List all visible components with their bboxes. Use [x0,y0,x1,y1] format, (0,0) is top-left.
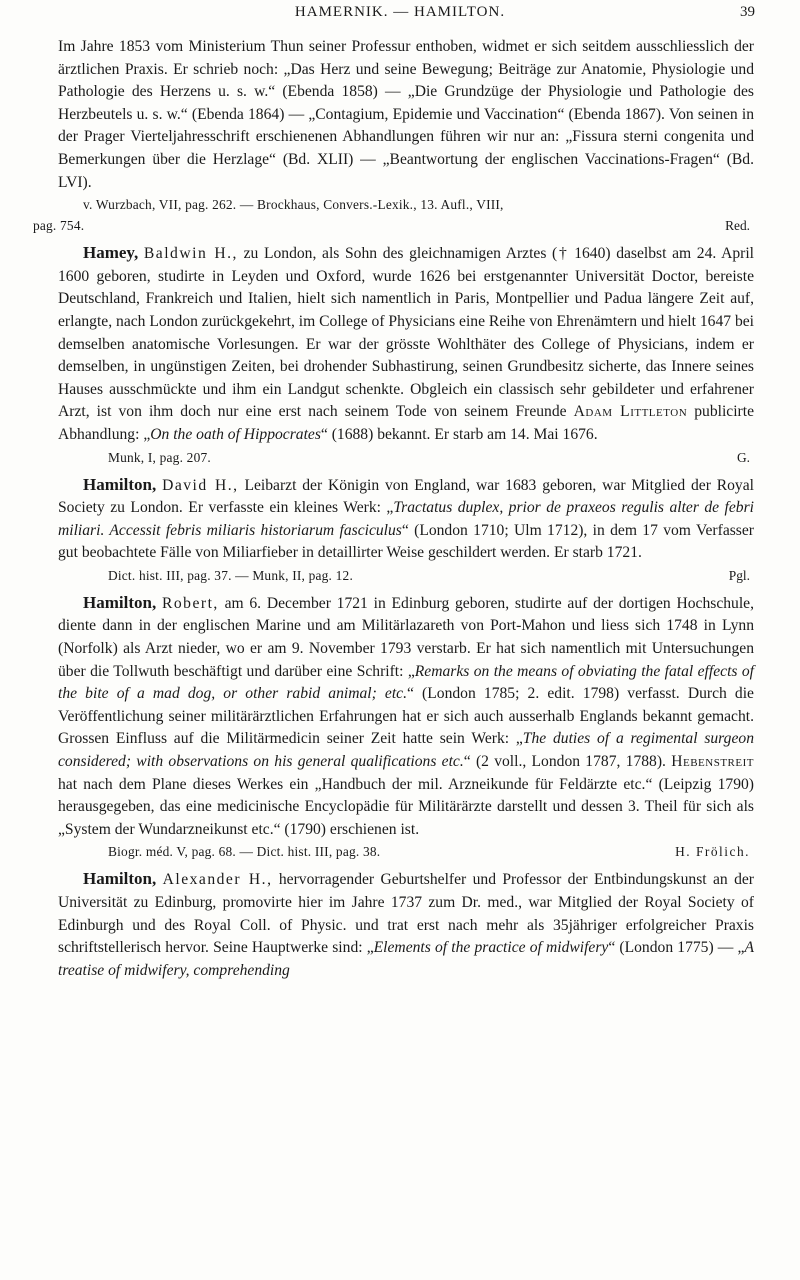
work-title: The duties of a regimental surgeon considered; with observations on his general qualifications etc. [58,730,754,771]
entry-paragraph: Im Jahre 1853 vom Ministerium Thun seiner Professur enthoben, widmet er sich seitdem ausschliesslich der ärztlichen Praxis. Er schrieb noch: „Das Herz und seine Bewegung; Beiträge zur Anatomie, Physiologie und Pathologie des Herzens u. s. w.“ (Ebenda 1858) — „Die Grundzüge der Physiologie und Pathologie des Herzbeutels u. s. w.“ (Ebenda 1864) — „Contagium, Epidemie und Vaccination“ (Ebenda 1867). Von seinen in der Prager Vierteljahresschrift erschienenen Abhandlungen führen wir nur an: „Fissura sterni congenita und Bemerkungen über die Herzlage“ (Bd. XLII) — „Beantwortung der englischen Vaccinations-Fragen“ (Bd. LVI). [58,38,754,191]
entry-hamilton-robert [58,592,754,863]
entry-paragraph [58,474,754,565]
author-signature: Red. [725,218,750,234]
source-citation [58,447,754,468]
source-line: Biogr. méd. V, pag. 68. — Dict. hist. III, pag. 38. [108,844,381,860]
entry-paragraph [58,868,754,982]
headword: Hamilton, [83,474,157,494]
entry-text: “ (London 1775) — „ [608,939,745,957]
source-citation [33,194,754,236]
person-name: Adam Littleton [573,403,688,421]
work-title: Remarks on the means of obviating the fatal effects of the bite of a mad dog, or other rabid animal; etc. [58,662,754,703]
entry-text: hervorragender Geburtshelfer und Professor der Entbindungskunst an der Universität zu Edinburg, promovirte hier im Jahre 1737 zum Dr. med., war Mitglied der Royal Society of Edinburgh und des Royal Coll. of Physic. und trat erst nach mehr als 35jähriger erfolgreicher Praxis schriftstellerisch hervor. Seine Hauptwerke sind: „ [58,871,754,957]
entry-text: zu London, als Sohn des gleichnamigen Arztes († 1640) daselbst am 24. April 1600 geboren, studirte in Leyden und Oxford, wurde 1626 bei erstgenannter Universität Doctor, bereiste Deutschland, Frankreich und Italien, hielt sich namentlich in Paris, Montpellier und Padua längere Zeit auf, erlangte, nach London zurückgekehrt, im College of Physicians eine Reihe von Ehrenämtern und hielt 1647 bei demselben anatomische Vorlesungen. Er war der grösste Wohlthäter des College of Physicians, indem er demselben, in ungünstigen Zeiten, bei drohender Subhastirung, seinen Grundbesitz sicherte, das Innere seines Hauses ausschmückte und ihm ein Landgut schenkte. Obgleich ein classisch sehr gebildeter und erfahrener Arzt, ist von ihm doch nur eine erst nach seinem Tode von seinem Freunde [58,245,754,421]
page-body [33,36,755,982]
source-line: v. Wurzbach, VII, pag. 262. — Brockhaus, Convers.-Lexik., 13. Aufl., VIII, [83,197,504,213]
given-name: Robert, [161,594,219,612]
entry-text: am 6. December 1721 in Edinburg geboren, studirte auf der dortigen Hochschule, diente dann in der englischen Marine und am Militärlazareth von Port-Mahon und liess sich 1748 in Lynn (Norfolk) als Arzt nieder, wo er am 9. November 1793 verstarb. Er hat sich namentlich mit Untersuchungen über die Tollwuth beschäftigt und darüber eine Schrift: „ [58,594,754,680]
entry-paragraph [58,242,754,446]
entry-text: publicirte Abhandlung: „ [58,403,754,443]
entry-paragraph [58,592,754,842]
source-line: Munk, I, pag. 207. [108,449,211,465]
entry-text: “ (2 voll., London 1787, 1788). [463,753,666,771]
source-citation [58,565,754,586]
page-number: 39 [740,4,755,20]
entry-text: Leibarzt der Königin von England, war 1683 geboren, war Mitglied der Royal Society zu London. Er verfasste ein kleines Werk: „ [58,476,754,517]
person-name: Hebenstreit [671,753,754,771]
author-signature: Pgl. [728,567,750,583]
given-name: Baldwin H., [143,245,238,263]
work-title: A treatise of midwifery, comprehending [58,939,754,979]
headword: Hamilton, [83,592,157,612]
given-name: David H., [162,476,239,494]
work-title: Elements of the practice of midwifery [373,939,609,957]
entry-hamilton-alexander [58,868,754,982]
headword: Hamilton, [83,869,157,889]
running-title: HAMERNIK. — HAMILTON. [294,4,506,20]
entry-hamilton-david [58,474,754,586]
source-citation [58,841,754,862]
headword: Hamey, [83,243,139,263]
entry-text: “ (London 1785; 2. edit. 1798) verfasst. Durch die Veröffentlichung seiner militärärztlichen Erfahrungen hat er sich auch ausserhalb Englands bekannt gemacht. Grossen Einfluss auf die Militärmedicin seiner Zeit hatte sein Werk: „ [58,685,754,748]
entry-hamey [58,242,754,467]
entry-text: “ (1688) bekannt. Er starb am 14. Mai 1676. [320,425,598,443]
author-signature: G. [736,449,750,465]
entry-hamernik [33,36,754,236]
given-name: Alexander H., [162,871,273,889]
source-line: pag. 754. [33,218,85,234]
author-signature: H. Frölich. [675,844,750,860]
entry-text: “ (London 1710; Ulm 1712), in dem 17 vom Verfasser gut beobachtete Fälle von Miliarfieber in detaillirter Weise geschildert werden. Er starb 1721. [58,521,754,562]
work-title: On the oath of Hippocrates [150,425,321,443]
entry-text: hat nach dem Plane dieses Werkes ein „Handbuch der mil. Arzneikunde für Feldärzte etc.“ (Leipzig 1790) herausgegeben, das eine medicinische Encyclopädie für Militärärzte darstellt und dessen 3. Theil für sich als „System der Wundarzneikunst etc.“ (1790) erschienen ist. [58,775,754,838]
work-title: Tractatus duplex, prior de praxeos regulis alter de febri miliari. Accessit febris miliaris historiarum fasciculus [58,499,755,539]
source-line: Dict. hist. III, pag. 37. — Munk, II, pag. 12. [108,567,353,583]
